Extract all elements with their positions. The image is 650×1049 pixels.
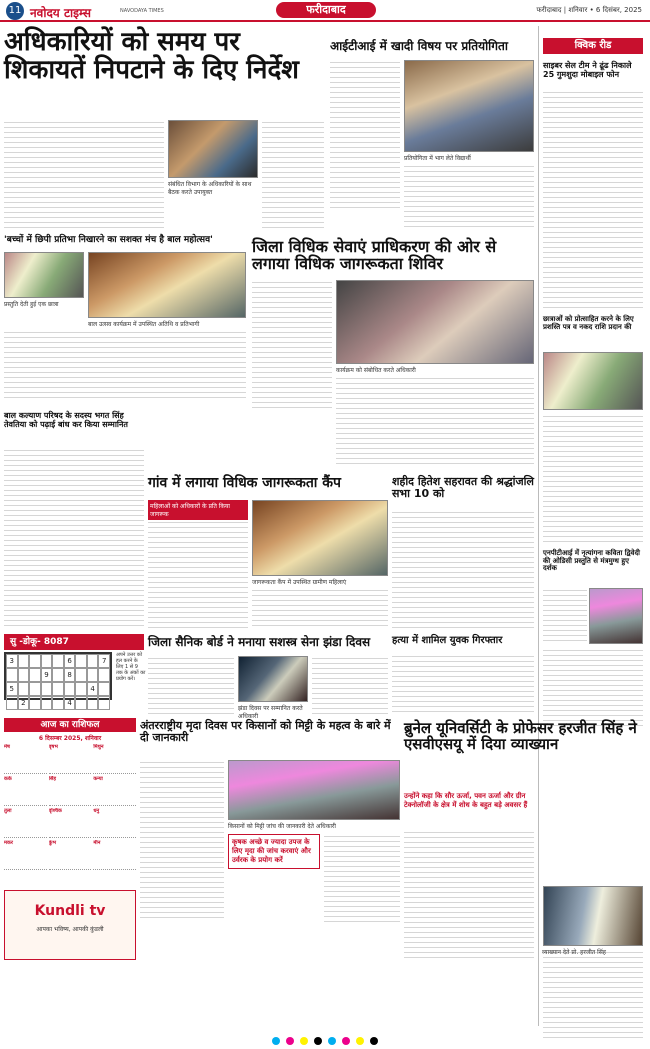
sudoku-cell: 4 xyxy=(64,696,76,710)
martyr-headline: शहीद हितेश सहरावत की श्रद्धांजलि सभा 10 को xyxy=(392,475,534,500)
iti-caption: प्रतियोगिता में भाग लेते विद्यार्थी xyxy=(404,155,471,162)
dateline: फरीदाबाद | शनिवार • 6 दिसंबर, 2025 xyxy=(536,6,642,14)
sudoku-cell xyxy=(87,696,99,710)
sudoku-cell: 2 xyxy=(18,696,30,710)
sainik-body-2 xyxy=(312,656,388,716)
legal-body xyxy=(252,280,332,410)
horoscope-sign: मीन xyxy=(93,840,136,870)
village-caption: जागरूकता कैंप में उपस्थित ग्रामीण महिलाएं xyxy=(252,579,347,586)
horoscope-sign: वृषभ xyxy=(49,744,92,774)
talent-photo-2 xyxy=(88,252,246,318)
sudoku-cell xyxy=(87,668,99,682)
sudoku-cell xyxy=(75,654,87,668)
sidebar-story2-photo xyxy=(543,352,643,410)
sudoku-cell xyxy=(87,654,99,668)
horoscope-sign: कन्या xyxy=(93,776,136,806)
sudoku-cell xyxy=(6,668,18,682)
kundli-brand: Kundli tv xyxy=(34,903,106,919)
section-title: फरीदाबाद xyxy=(276,2,376,18)
horoscope-sign: मकर xyxy=(4,840,47,870)
sainik-body xyxy=(148,656,234,716)
village-body xyxy=(148,520,248,630)
murder-headline: हत्या में शामिल युवक गिरफ्तार xyxy=(392,635,503,646)
page-number: 11 xyxy=(6,2,24,20)
talent-caption-1: प्रस्तुति देती हुई एक छात्रा xyxy=(4,301,59,308)
legal-caption: कार्यक्रम को संबोधित करते अधिकारी xyxy=(336,367,416,374)
soil-quote: कृषक अच्छे व ज्यादा उपज के लिए मृदा की जांच करवाएं और उर्वरक के प्रयोग करें xyxy=(228,834,320,869)
sudoku-cell xyxy=(6,696,18,710)
sudoku-cell xyxy=(29,696,41,710)
sidebar-story2-body xyxy=(543,414,643,542)
iti-body-2 xyxy=(404,164,534,228)
horoscope-date: 6 दिसम्बर 2025, शनिवार xyxy=(38,735,102,742)
sidebar-story3-headline: एनपीटीआई में नृत्यांगना कविता द्विवेदी की ओडिसी प्रस्तुति से मंत्रमुग्ध हुए दर्शक xyxy=(543,549,640,573)
sidebar-story3-body xyxy=(543,588,587,644)
sudoku-cell: 5 xyxy=(6,682,18,696)
paper-name: नवोदय टाइम्स xyxy=(30,6,92,20)
sudoku-cell xyxy=(98,696,110,710)
sainik-photo xyxy=(238,656,308,702)
brunel-caption: व्याख्यान देते प्रो. हरजीत सिंह xyxy=(542,949,606,956)
sidebar-story2-headline: छात्राओं को प्रोत्साहित करने के लिए प्रशस्ति पत्र व नकद राशि प्रदान की xyxy=(543,315,634,331)
sidebar-story3-photo xyxy=(589,588,643,644)
sidebar-title: क्विक रीड xyxy=(543,38,643,54)
iti-photo xyxy=(404,60,534,152)
iti-headline: आईटीआई में खादी विषय पर प्रतियोगिता xyxy=(330,39,508,53)
horoscope-grid xyxy=(4,744,136,870)
horoscope-sign: तुला xyxy=(4,808,47,838)
village-tag: महिलाओं को अधिकारों के प्रति किया जागरूक xyxy=(148,500,248,520)
kundli-ad xyxy=(4,890,136,960)
horoscope-sign: कर्क xyxy=(4,776,47,806)
horoscope-sign: कुंभ xyxy=(49,840,92,870)
soil-body xyxy=(140,760,224,920)
sudoku-cell: 6 xyxy=(64,654,76,668)
talent-headline: 'बच्चों में छिपी प्रतिभा निखारने का सशक्त मंच है बाल महोत्सव' xyxy=(4,235,213,245)
sudoku-cell xyxy=(41,654,53,668)
sudoku-cell xyxy=(29,682,41,696)
lead-caption: संबंधित विभाग के अधिकारियों के साथ बैठक करते उपायुक्त xyxy=(168,181,252,196)
lead-photo xyxy=(168,120,258,178)
sudoku-cell xyxy=(64,682,76,696)
sainik-caption: झंडा दिवस पर सम्मानित करते अधिकारी xyxy=(238,705,303,720)
legal-photo xyxy=(336,280,534,364)
sudoku-cell xyxy=(75,682,87,696)
village-headline: गांव में लगाया विधिक जागरूकता कैंप xyxy=(148,475,342,491)
talent-photo-1 xyxy=(4,252,84,298)
horoscope-title: आज का राशिफल xyxy=(4,718,136,732)
sidebar-story1-body xyxy=(543,90,643,310)
sudoku-cell xyxy=(98,668,110,682)
sudoku-cell xyxy=(52,682,64,696)
village-photo xyxy=(252,500,388,576)
sudoku-grid xyxy=(4,652,112,707)
masthead xyxy=(0,0,650,22)
soil-body-2 xyxy=(324,834,400,924)
sidebar-story4-photo xyxy=(543,886,643,946)
talent-caption-2: बाल उत्सव कार्यक्रम में उपस्थित अतिथि व प्रतिभागी xyxy=(88,321,200,328)
horoscope-sign: सिंह xyxy=(49,776,92,806)
brunel-body xyxy=(404,830,534,960)
legal-body-2 xyxy=(336,376,534,466)
sudoku-cell xyxy=(52,668,64,682)
sudoku-cell xyxy=(41,696,53,710)
sudoku-cell: 9 xyxy=(41,668,53,682)
sudoku-cell xyxy=(98,682,110,696)
balkalyan-headline: बाल कल्याण परिषद के सदस्य भगत सिंह तेवतिया को पढ़ाई बांध कर किया सम्मानित xyxy=(4,411,128,429)
small-label: NAVODAYA TIMES xyxy=(120,8,164,14)
horoscope-sign: वृश्चिक xyxy=(49,808,92,838)
lead-headline: अधिकारियों को समय पर शिकायतें निपटाने के दिए निर्देश xyxy=(4,27,299,86)
village-body-2 xyxy=(252,588,388,628)
footer-registration xyxy=(0,1030,650,1040)
iti-body xyxy=(330,60,400,210)
soil-caption: किसानों को मिट्टी जांच की जानकारी देते अधिकारी xyxy=(228,823,336,830)
sudoku-cell xyxy=(41,682,53,696)
sudoku-cell xyxy=(18,654,30,668)
sudoku-cell xyxy=(52,654,64,668)
sidebar-story4-body xyxy=(543,950,643,1040)
sudoku-cell: 4 xyxy=(87,682,99,696)
soil-photo xyxy=(228,760,400,820)
sudoku-cell xyxy=(29,668,41,682)
horoscope-sign: मिथुन xyxy=(93,744,136,774)
balkalyan-body xyxy=(4,448,144,630)
martyr-body xyxy=(392,510,534,630)
sudoku-cell xyxy=(18,668,30,682)
sidebar xyxy=(538,26,646,1026)
sudoku-cell xyxy=(52,696,64,710)
sudoku-title: सु -डोकू- 8087 xyxy=(4,634,144,650)
sudoku-note: अपने उत्तर को हल करने के लिए 1 से 9 तक के अंकों का प्रयोग करें। xyxy=(116,652,146,682)
legal-headline: जिला विधिक सेवाएं प्राधिकरण की ओर से लगाया विधिक जागरूकता शिविर xyxy=(252,237,497,274)
sidebar-story3-body-2 xyxy=(543,648,643,728)
sudoku-cell xyxy=(18,682,30,696)
murder-body xyxy=(392,654,534,714)
sudoku-cell xyxy=(75,668,87,682)
soil-headline: अंतरराष्ट्रीय मृदा दिवस पर किसानों को मिट्टी के महत्व के बारे में दी जानकारी xyxy=(140,719,391,744)
sudoku-cell xyxy=(29,654,41,668)
horoscope-sign: मेष xyxy=(4,744,47,774)
sainik-headline: जिला सैनिक बोर्ड ने मनाया सशस्त्र सेना झंडा दिवस xyxy=(148,635,371,649)
brunel-subhead: उन्होंने कहा कि सौर ऊर्जा, पवन ऊर्जा और ग्रीन टेक्नोलॉजी के क्षेत्र में शोध के बहुत बड़े अवसर हैं xyxy=(404,792,528,809)
talent-body xyxy=(4,330,246,400)
lead-body-2 xyxy=(262,120,324,228)
horoscope-sign: धनु xyxy=(93,808,136,838)
sudoku-cell: 7 xyxy=(98,654,110,668)
brunel-headline: ब्रुनेल यूनिवर्सिटी के प्रोफेसर हरजीत सिंह ने एसवीएसयू में दिया व्याख्यान xyxy=(404,719,637,754)
kundli-tagline: आपका भविष्य, आपकी कुंडली xyxy=(36,926,104,933)
lead-body xyxy=(4,120,164,228)
sudoku-cell xyxy=(75,696,87,710)
sudoku-cell: 3 xyxy=(6,654,18,668)
sudoku-cell: 8 xyxy=(64,668,76,682)
sidebar-story1-headline: साइबर सेल टीम ने ढूंढ निकाले 25 गुमशुदा मोबाइल फोन xyxy=(543,61,632,79)
